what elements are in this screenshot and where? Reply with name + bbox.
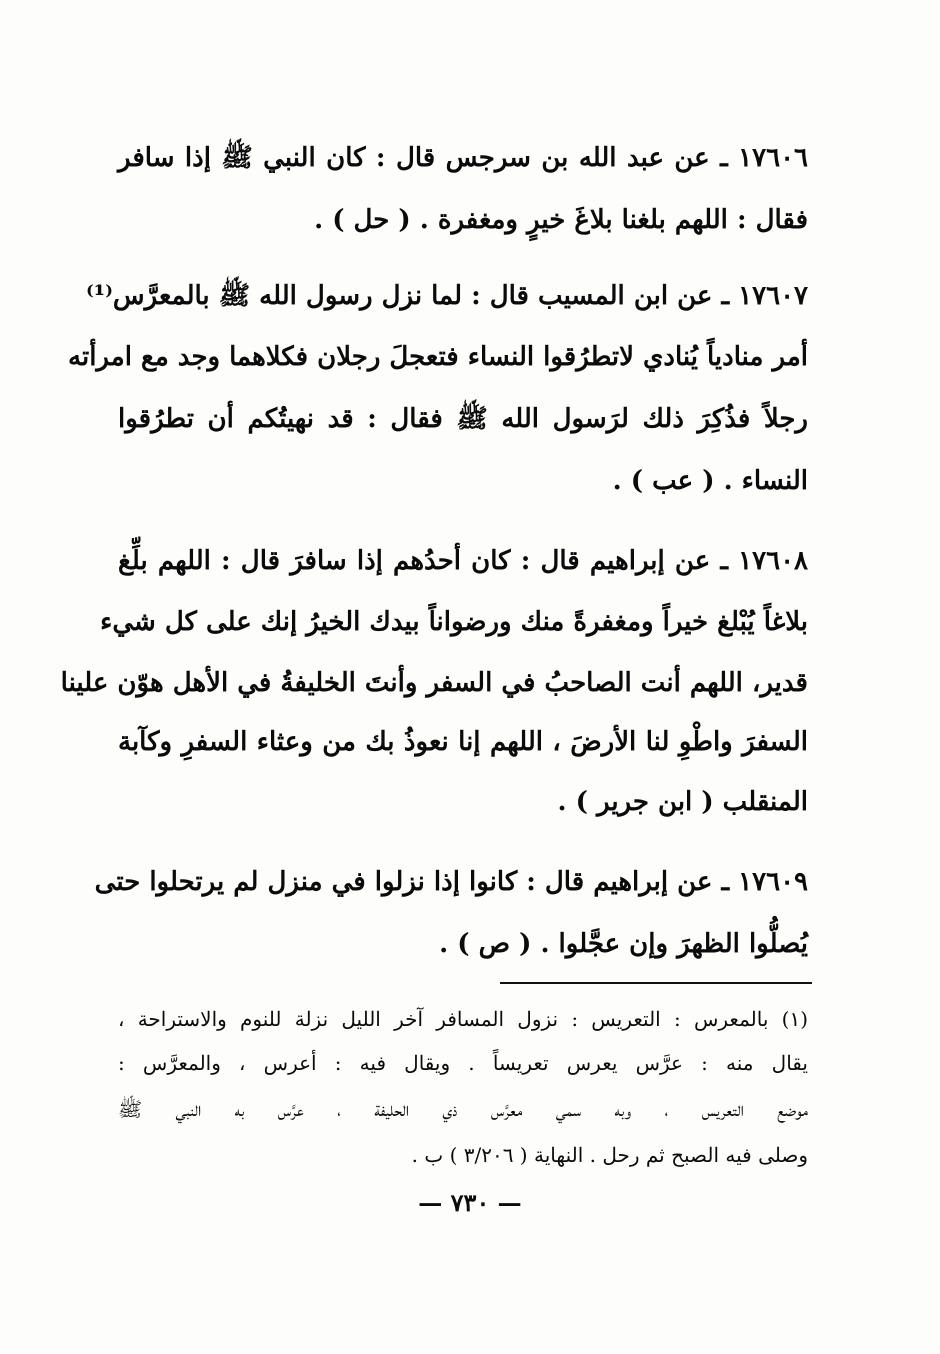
footnote-separator (500, 982, 812, 984)
hadith-17606-line-2: فقال : اللهم بلغنا بلاغَ خيرٍ ومغفرة . ( حل ) . (314, 205, 808, 235)
hadith-17608-line-3: قدير، اللهم أنت الصاحبُ في السفر وأنتَ الخليفةُ في الأهل هوّن علينا (60, 668, 808, 698)
hadith-17607-line-3: رجلاً فذُكِرَ ذلك لرَسول الله ﷺ فقال : قد نهيتُكم أن تطرُقوا (118, 404, 808, 434)
hadith-17607-line-1: ١٧٦٠٧ ـ عن ابن المسيب قال : لما نزل رسول الله ﷺ بالمعرَّس⁽¹⁾ (86, 281, 808, 311)
hadith-17609-line-1: ١٧٦٠٩ ـ عن إبراهيم قال : كانوا إذا نزلوا في منزل لم يرتحلوا حتى (94, 867, 808, 897)
footnote-line-3: موضع التعريس ، وبه سمي معرَّس ذي الحليفة ، عرَّس به النبي ﷺ (118, 1097, 808, 1121)
hadith-17607-line-2: أمر منادياً يُنادي لاتطرُقوا النساء فتعجلَ رجلان فكلاهما وجد مع امرأته (68, 342, 808, 372)
hadith-17608-line-1: ١٧٦٠٨ ـ عن إبراهيم قال : كان أحدُهم إذا سافرَ قال : اللهم بلِّغ (118, 546, 808, 576)
hadith-17607-line-4: النساء . ( عب ) . (612, 466, 808, 496)
hadith-17608-line-4: السفرَ واطْوِ لنا الأرضَ ، اللهم إنا نعوذُ بك من وعثاء السفرِ وكآبة (118, 727, 808, 757)
hadith-17609-line-2: يُصلُّوا الظهرَ وإن عجَّلوا . ( ص ) . (439, 929, 808, 959)
footnote-line-1: (١) بالمعرس : التعريس : نزول المسافر آخر الليل نزلة للنوم والاستراحة ، (118, 1007, 808, 1031)
footnote-line-4: وصلى فيه الصبح ثم رحل . النهاية ( ٣/٢٠٦ ) ب . (411, 1143, 808, 1167)
footnote-line-2: يقال منه : عرَّس يعرس تعريساً . ويقال فيه : أعرس ، والمعرَّس : (118, 1051, 808, 1075)
hadith-17608-line-5: المنقلب ( ابن جرير ) . (557, 787, 808, 817)
page-number: — ٧٣٠ — (418, 1188, 522, 1217)
hadith-17608-line-2: بلاغاً يُبْلغ خيراً ومغفرةً منك ورضواناً بيدك الخيرُ إنك على كل شيء (100, 607, 808, 637)
hadith-17606-line-1: ١٧٦٠٦ ـ عن عبد الله بن سرجس قال : كان النبي ﷺ إذا سافر (118, 143, 808, 173)
